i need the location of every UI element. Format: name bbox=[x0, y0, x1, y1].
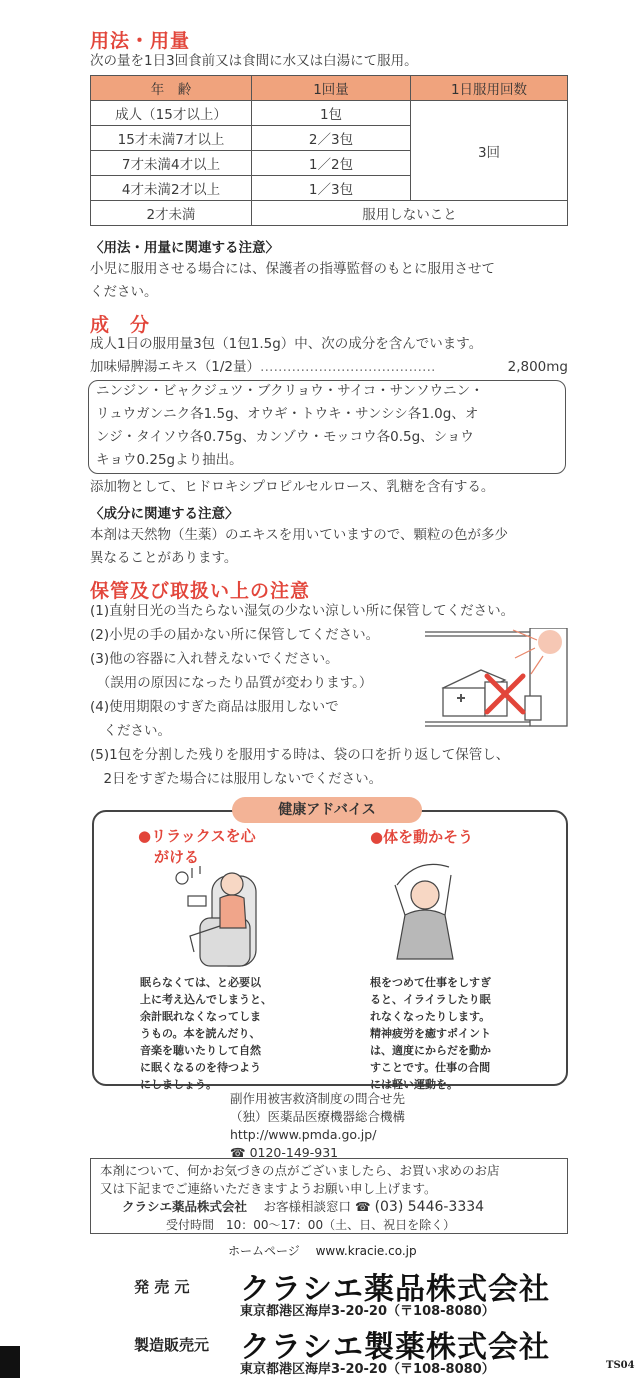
storage-item-5b: 2日をすぎた場合には服用しないでください。 bbox=[90, 771, 383, 787]
sun-icon bbox=[538, 630, 562, 654]
relief-info: 副作用被害救済制度の問合せ先 （独）医薬品医療機器総合機構 http://www.pmda.go.jp/ ☎ 0120-149-931 bbox=[230, 1091, 406, 1160]
header-age: 年 齢 bbox=[91, 76, 252, 101]
herb-list: ニンジン・ビャクジュツ・ブクリョウ・サイコ・サンソウニン・ リュウガンニク各1.5g、オウギ・トウキ・サンシシ各1.0g、オ ンジ・タイソウ各0.75g、カンゾウ・モッコウ各0.5g、ショウ キョウ0.25gより抽出。 bbox=[96, 383, 484, 468]
extract-name: 加味帰脾湯エキス（1/2量） bbox=[90, 359, 260, 375]
storage-item-1: (1)直射日光の当たらない湿気の少ない涼しい所に保管してください。 bbox=[90, 603, 515, 619]
contact-text: 本剤について、何かお気づきの点がございましたら、お買い求めのお店 又は下記までご連絡いただきますようお願い申し上げます。 クラシエ薬品株式会社 お客様相談窓口 ☎ (03) 5446-3334 受付時間 10：00〜17：00（土、日、祝日を除く） bbox=[100, 1163, 500, 1232]
age-cell: 15才未満7才以上 bbox=[91, 126, 252, 151]
maker-address: 東京都港区海岸3-20-20（〒108-8080） bbox=[240, 1362, 495, 1377]
usage-title: 用法・用量 bbox=[90, 30, 191, 52]
age-cell: 2才未満 bbox=[91, 201, 252, 226]
maker-name: クラシエ製薬株式会社 bbox=[240, 1330, 550, 1365]
ingredients-intro: 成人1日の服用量3包（1包1.5g）中、次の成分を含んでいます。 bbox=[90, 336, 483, 352]
relax-text: 眠らなくては、と必要以 上に考え込んでしまうと、 余計眠れなくなってしま うもの。本を読んだり、 音楽を聴いたりして自然 に眠くなるのを待つよう にしましょう。 bbox=[140, 976, 272, 1091]
exercise-heading: ●体を動かそう bbox=[370, 828, 474, 846]
storage-item-3: (3)他の容器に入れ替えないでください。 bbox=[90, 651, 339, 667]
relaxing-person-illustration bbox=[168, 862, 268, 972]
homepage-label: ホームページ bbox=[228, 1244, 300, 1258]
extract-line bbox=[90, 356, 568, 379]
phone-icon: ☎ bbox=[230, 1145, 246, 1160]
contact-phone: (03) 5446-3334 bbox=[374, 1199, 485, 1215]
stretching-person-illustration bbox=[385, 855, 465, 960]
ingredients-caution-text: 本剤は天然物（生薬）のエキスを用いていますので、顆粒の色が多少 異なることがあります。 bbox=[90, 527, 508, 566]
age-cell: 7才未満4才以上 bbox=[91, 151, 252, 176]
homepage-line bbox=[228, 1242, 417, 1259]
dose-cell: 1包 bbox=[252, 101, 411, 126]
header-times: 1日服用回数 bbox=[411, 76, 568, 101]
storage-title: 保管及び取扱い上の注意 bbox=[90, 580, 311, 602]
relief-url[interactable]: http://www.pmda.go.jp/ bbox=[230, 1127, 377, 1142]
seller-name: クラシエ薬品株式会社 bbox=[240, 1272, 550, 1307]
note-cell: 服用しないこと bbox=[252, 201, 568, 226]
maker-role: 製造販売元 bbox=[134, 1336, 210, 1354]
health-advice-title: 健康アドバイス bbox=[232, 797, 422, 823]
corner-mark bbox=[0, 1346, 20, 1378]
table-row bbox=[91, 101, 568, 126]
phone-icon: ☎ bbox=[355, 1199, 371, 1214]
ingredients-title: 成 分 bbox=[90, 314, 151, 336]
seller-address: 東京都港区海岸3-20-20（〒108-8080） bbox=[240, 1304, 495, 1319]
age-cell: 成人（15才以上） bbox=[91, 101, 252, 126]
relax-heading: ●リラックスを心 がける bbox=[138, 827, 256, 866]
table-row bbox=[91, 201, 568, 226]
storage-item-2: (2)小児の手の届かない所に保管してください。 bbox=[90, 627, 380, 643]
contact-hours: 受付時間 10：00〜17：00（土、日、祝日を除く） bbox=[166, 1218, 456, 1232]
dose-cell: 1／2包 bbox=[252, 151, 411, 176]
relief-phone: 0120-149-931 bbox=[249, 1145, 339, 1160]
additives-text: 添加物として、ヒドロキシプロピルセルロース、乳糖を含有する。 bbox=[90, 479, 495, 495]
contact-company: クラシエ薬品株式会社 bbox=[122, 1199, 248, 1214]
storage-item-4: (4)使用期限のすぎた商品は服用しないで bbox=[90, 699, 339, 715]
usage-caution-text: 小児に服用させる場合には、保護者の指導監督のもとに服用させて ください。 bbox=[90, 261, 495, 300]
usage-intro: 次の量を1日3回食前又は食間に水又は白湯にて服用。 bbox=[90, 53, 418, 69]
extract-amount: 2,800mg bbox=[507, 359, 568, 375]
dosage-table bbox=[90, 75, 568, 226]
dose-cell: 1／3包 bbox=[252, 176, 411, 201]
extract-leader-dots: ………………………………… bbox=[259, 359, 436, 375]
storage-illustration bbox=[425, 628, 570, 728]
storage-item-4b: ください。 bbox=[90, 723, 171, 739]
age-cell: 4才未満2才以上 bbox=[91, 176, 252, 201]
header-dose: 1回量 bbox=[252, 76, 411, 101]
exercise-text: 根をつめて仕事をしすぎ ると、イライラしたり眠 れなくなったりします。 精神疲労を癒すポイント は、適度にからだを動か すことです。仕事の合間 には軽い運動を。 bbox=[370, 976, 491, 1091]
homepage-url[interactable]: www.kracie.co.jp bbox=[315, 1244, 417, 1258]
product-code: TS04 bbox=[606, 1360, 635, 1371]
storage-item-3b: （誤用の原因になったり品質が変わります。） bbox=[90, 675, 373, 691]
ingredients-caution-title: 〈成分に関連する注意〉 bbox=[90, 506, 239, 522]
seller-role: 発 売 元 bbox=[134, 1278, 190, 1296]
storage-item-5: (5)1包を分割した残りを服用する時は、袋の口を折り返して保管し、 bbox=[90, 747, 510, 763]
dose-cell: 2／3包 bbox=[252, 126, 411, 151]
usage-caution-title: 〈用法・用量に関連する注意〉 bbox=[90, 240, 279, 256]
contact-desk: お客様相談窓口 bbox=[263, 1199, 352, 1214]
times-cell: 3回 bbox=[411, 101, 568, 201]
